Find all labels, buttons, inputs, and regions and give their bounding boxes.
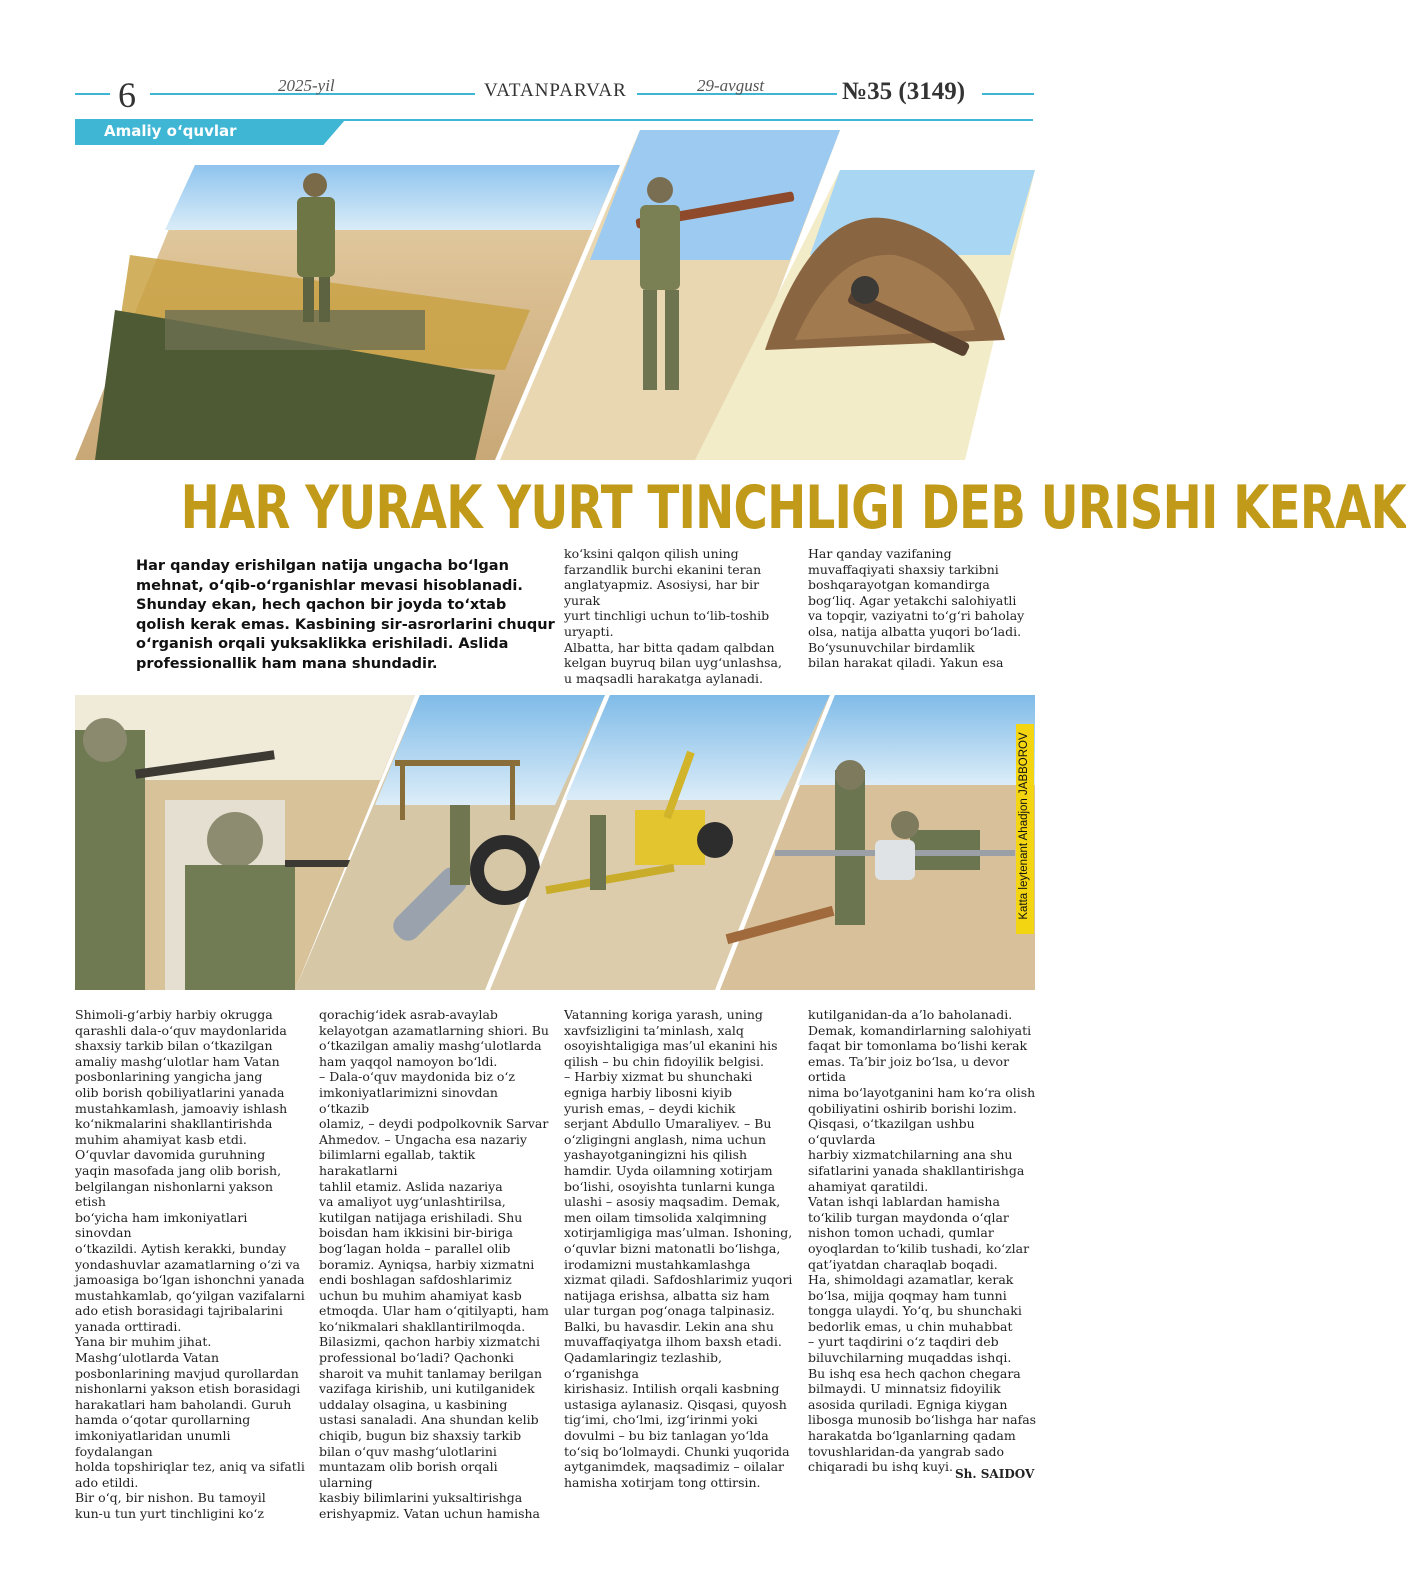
top-photo-strip: [75, 160, 1035, 465]
middle-photo-strip: [75, 690, 1035, 995]
header-date: 29-avgust: [697, 76, 765, 95]
upper-column-1: ko‘ksini qalqon qilish uning farzandlik burchi ekanini teran anglatyapmiz. Asosiysi, har bir yurak yurt tinchligi uchun to‘lib-toshib uryapti. Albatta, har bitta qadam qalbdan kelgan buyruq bilan uyg‘unlashsa, u maqsadli harakatga aylanadi.: [564, 546, 782, 686]
headline: HAR YURAK YURT TINCHLIGI DEB URISHI KERAK: [180, 473, 1406, 543]
body-column-2: qorachig‘idek asrab-avaylab kelayotgan azamatlarning shiori. Bu o‘tkazilgan amaliy mashg‘ulotlarda ham yaqqol namoyon bo‘ldi. – Dala-o‘quv maydonida biz o‘z imkoniyatlarimizni sinovdan o‘tkazib olamiz, – deydi podpolkovnik Sarvar Ahmedov. – Ungacha esa nazariy bilimlarni egallab, taktik harakatlarni tahlil etamiz. Aslida nazariya va amaliyot uyg‘unlashtirilsa, kutilgan natijaga erishiladi. Shu boisdan ham ikkisini bir-biriga bog‘lagan holda – parallel olib boramiz. Ayniqsa, harbiy xizmatni endi boshlagan safdoshlarimiz uchun bu muhim ahamiyat kasb etmoqda. Ular ham o‘qitilyapti, ham ko‘nikmalari shakllantirilmoqda. Bilasizmi, qachon harbiy xizmatchi professional bo‘ladi? Qachonki sharoit va muhit tanlamay berilgan vazifaga kirishib, uni kutilganidek uddalay olsagina, u kasbining ustasi sanaladi. Ana shundan kelib chiqib, bugun biz shaxsiy tarkib bilan o‘quv mashg‘ulotlarini muntazam olib borish orqali ularning kasbiy bilimlarini yuksaltirishga erishyapmiz. Vatan uchun hamisha: [319, 1007, 549, 1521]
newspaper-title: VATANPARVAR: [484, 80, 627, 101]
photo-credit-text: Katta leytenant Ahadjon JABBOROV: [1018, 732, 1030, 920]
page-number: 6: [118, 75, 136, 115]
body-column-4: kutilganidan-da a’lo baholanadi. Demak, komandirlarning salohiyati faqat bir tomonlama bo‘lishi kerak emas. Ta’bir joiz bo‘lsa, u devor ortida nima bo‘layotganini ham ko‘ra olish qobiliyatini oshirib borishi lozim. Qisqasi, o‘tkazilgan ushbu o‘quvlarda harbiy xizmatchilarning ana shu sifatlarini yanada shakllantirishga ahamiyat qaratildi. Vatan ishqi lablardan hamisha to‘kilib turgan maydonda o‘qlar nishon tomon uchadi, qumlar oyoqlardan to‘kilib tushadi, ko‘zlar qat’iyatdan charaqlab boqadi. Ha, shimoldagi azamatlar, kerak bo‘lsa, mijja qoqmay ham tunni tongga ulaydi. Yo‘q, bu shunchaki bedorlik emas, u chin muhabbat – yurt taqdirini o‘z taqdiri deb biluvchilarning muqaddas ishqi. Bu ishq esa hech qachon chegara bilmaydi. U minnatsiz fidoyilik asosida quriladi. Egniga kiygan libosga munosib bo‘lishga har nafas harakatda bo‘lganlarning qadam tovushlaridan-da yangrab sado chiqaradi bu ishq kuyi.: [808, 1007, 1037, 1475]
body-column-1: Shimoli-g‘arbiy harbiy okrugga qarashli dala-o‘quv maydonlarida shaxsiy tarkib bilan o‘tkazilgan amaliy mashg‘ulotlar ham Vatan posbonlarining yangicha jang olib borish qobiliyatlarini yanada mustahkamlash, jamoaviy ishlash ko‘nikmalarini shakllantirishda muhim ahamiyat kasb etdi. O‘quvlar davomida guruhning yaqin masofada jang olib borish, belgilangan nishonlarni yakson etish bo‘yicha ham imkoniyatlari sinovdan o‘tkazildi. Aytish kerakki, bunday yondashuvlar azamatlarning o‘zi va jamoasiga bo‘lgan ishonchni yanada mustahkamlab, qo‘yilgan vazifalarni ado etish borasidagi tajribalarini yanada orttiradi. Yana bir muhim jihat. Mashg‘ulotlarda Vatan posbonlarining mavjud qurollardan nishonlarni yakson etish borasidagi harakatlari ham baholandi. Guruh hamda o‘qotar qurollarning imkoniyatlaridan unumli foydalangan holda topshiriqlar tez, aniq va sifatli ado etildi. Bir o‘q, bir nishon. Bu tamoyil kun-u tun yurt tinchligini ko‘z: [75, 1007, 305, 1521]
body-column-3: Vatanning koriga yarash, uning xavfsizligini ta’minlash, xalq osoyishtaligiga mas’ul ekanini his qilish – bu chin fidoyilik belgisi. – Harbiy xizmat bu shunchaki egniga harbiy libosni kiyib yurish emas, – deydi kichik serjant Abdullo Umaraliyev. – Bu o‘zligingni anglash, nima uchun yashayotganingizni his qilish hamdir. Uyda oilamning xotirjam bo‘lishi, osoyishta tunlarni kunga ulashi – asosiy maqsadim. Demak, men oilam timsolida xalqimning xotirjamligiga mas’ulman. Ishoning, o‘quvlar bizni matonatli bo‘lishga, irodamizni mustahkamlashga xizmat qiladi. Safdoshlarimiz yuqori natijaga erishsa, albatta siz ham ular turgan pog‘onaga talpinasiz. Balki, bu havasdir. Lekin ana shu muvaffaqiyatga ilhom baxsh etadi. Qadamlaringiz tezlashib, o‘rganishga kirishasiz. Intilish orqali kasbning ustasiga aylanasiz. Qisqasi, quyosh tig‘imi, cho‘lmi, izg‘irinmi yoki dovulmi – bu biz tanlagan yo‘lda to‘siq bo‘lolmaydi. Chunki yuqorida aytganimdek, maqsadimiz – oilalar hamisha xotirjam tong ottirsin.: [564, 1007, 793, 1490]
header-rule-right: [982, 93, 1034, 95]
upper-column-2: Har qanday vazifaning muvaffaqiyati shaxsiy tarkibni boshqarayotgan komandirga bog‘liq. Agar yetakchi salohiyatli va topqir, vaziyatni to‘g‘ri baholay olsa, natija albatta yuqori bo‘ladi. Bo‘ysunuvchilar birdamlik bilan harakat qiladi. Yakun esa: [808, 546, 1025, 671]
lead-paragraph: Har qanday erishilgan natija ungacha bo‘lgan mehnat, o‘qib-o‘rganishlar mevasi hisoblanadi. Shunday ekan, hech qachon bir joyda to‘xtab qolish kerak emas. Kasbining sir-asrorlarini chuqur o‘rganish orqali yuksaklikka erishiladi. Aslida professionallik ham mana shundadir.: [136, 558, 555, 672]
header-rule-left: [75, 93, 110, 95]
author-signature: Sh. SAIDOV: [955, 1467, 1035, 1481]
section-label: Amaliy o‘quvlar: [104, 122, 237, 140]
issue-number: №35 (3149): [842, 78, 966, 105]
header-year: 2025-yil: [278, 76, 335, 95]
photo-credit: [1016, 724, 1034, 934]
